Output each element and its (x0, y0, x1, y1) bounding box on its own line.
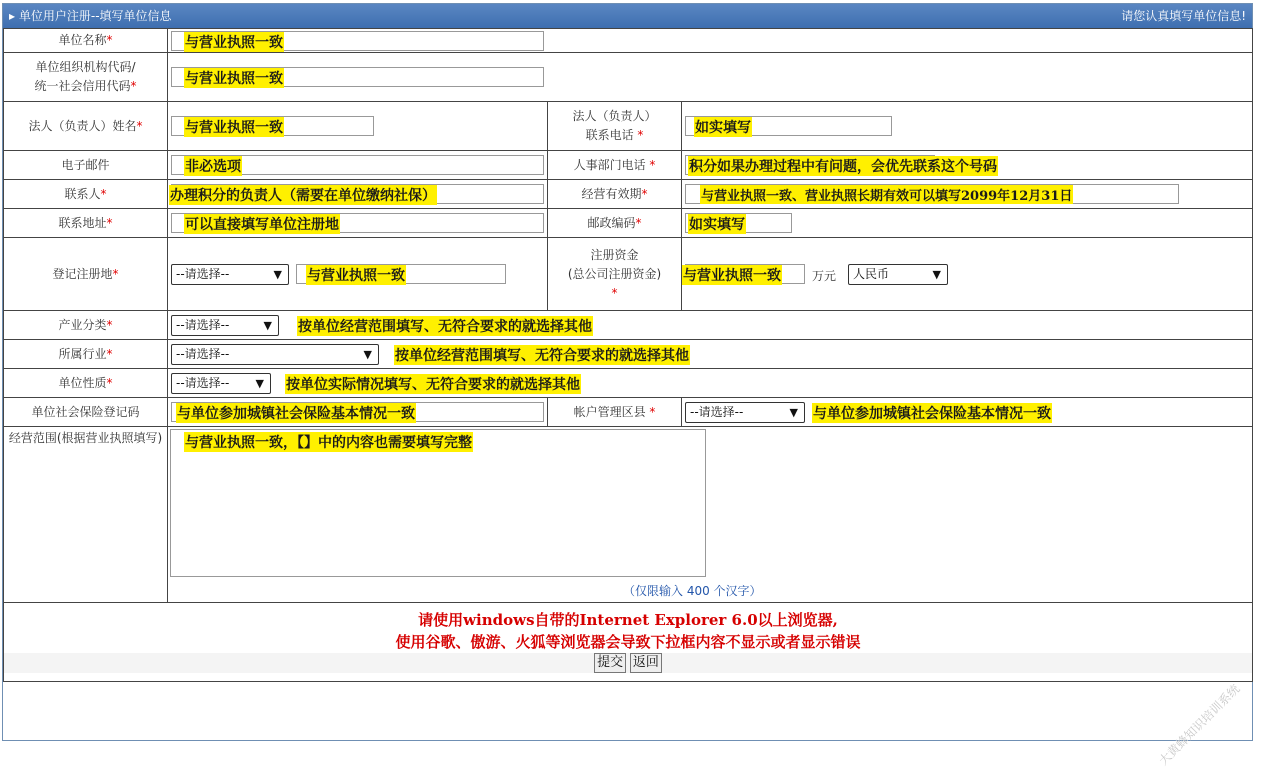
label-org-code: 单位组织机构代码/ 统一社会信用代码* (4, 53, 168, 102)
chevron-down-icon: ▼ (273, 268, 282, 281)
label-social-insurance: 单位社会保险登记码 (4, 398, 168, 427)
row-nature (4, 369, 1253, 398)
label-contact: 联系人* (4, 180, 168, 209)
row-industry (4, 340, 1253, 369)
submit-button[interactable]: 提交 (594, 653, 626, 673)
browser-warning-line1: 请使用windows自带的Internet Explorer 6.0以上浏览器, (418, 611, 838, 629)
row-business-scope (4, 427, 1253, 603)
note-social-insurance: 与单位参加城镇社会保险基本情况一致 (176, 403, 416, 423)
panel-title: 单位用户注册--填写单位信息 (18, 9, 172, 23)
chevron-down-icon: ▼ (363, 348, 372, 361)
watermark: 大黄蜂知识培训系统 (1156, 681, 1243, 768)
label-email: 电子邮件 (4, 151, 168, 180)
unit-info-form (3, 28, 1253, 682)
label-zip: 邮政编码* (548, 209, 682, 238)
industry-select[interactable]: --请选择-- ▼ (171, 344, 379, 365)
chevron-down-icon: ▼ (255, 377, 264, 390)
label-valid-period: 经营有效期* (548, 180, 682, 209)
capital-unit: 万元 (812, 269, 837, 283)
note-unit-name: 与营业执照一致 (184, 32, 284, 52)
note-legal-name: 与营业执照一致 (184, 117, 284, 137)
label-reg-place: 登记注册地* (4, 238, 168, 311)
label-capital: 注册资金 (总公司注册资金) * (548, 238, 682, 311)
action-bar (4, 653, 1252, 673)
note-valid-period: 与营业执照一致、营业执照长期有效可以填写2099年12月31日 (700, 185, 1073, 204)
row-industry-category (4, 311, 1253, 340)
note-district: 与单位参加城镇社会保险基本情况一致 (812, 403, 1052, 423)
note-nature: 按单位实际情况填写、无符合要求的就选择其他 (285, 374, 581, 394)
label-nature: 单位性质* (4, 369, 168, 398)
browser-warning-line2: 使用谷歌、傲游、火狐等浏览器会导致下拉框内容不显示或者显示错误 (395, 633, 861, 651)
note-capital: 与营业执照一致 (682, 265, 782, 285)
row-address (4, 209, 1253, 238)
note-email: 非必选项 (184, 156, 242, 176)
note-address: 可以直接填写单位注册地 (184, 214, 340, 234)
note-contact: 办理积分的负责人（需要在单位缴纳社保） (169, 185, 437, 205)
reg-place-select[interactable]: --请选择-- ▼ (171, 264, 289, 285)
label-legal-phone: 法人（负责人） 联系电话 * (548, 102, 682, 151)
registration-panel (2, 3, 1253, 741)
note-industry: 按单位经营范围填写、无符合要求的就选择其他 (394, 345, 690, 365)
label-address: 联系地址* (4, 209, 168, 238)
note-business-scope: 与营业执照一致，【】中的内容也需要填写完整 (184, 432, 473, 452)
row-email (4, 151, 1253, 180)
note-org-code: 与营业执照一致 (184, 68, 284, 88)
row-reg-place (4, 238, 1253, 311)
district-select[interactable]: --请选择-- ▼ (685, 402, 805, 423)
panel-hint: 请您认真填写单位信息! (1121, 9, 1246, 23)
triangle-icon: ▸ (9, 9, 16, 23)
note-legal-phone: 如实填写 (694, 117, 752, 137)
note-reg-place: 与营业执照一致 (306, 265, 406, 285)
row-legal (4, 102, 1253, 151)
label-industry: 所属行业* (4, 340, 168, 369)
note-hr-phone: 积分如果办理过程中有问题，会优先联系这个号码 (688, 156, 998, 176)
note-zip: 如实填写 (688, 214, 746, 234)
back-button[interactable]: 返回 (630, 653, 662, 673)
chevron-down-icon: ▼ (263, 319, 272, 332)
label-unit-name: 单位名称* (4, 29, 168, 53)
label-district: 帐户管理区县 * (548, 398, 682, 427)
label-legal-name: 法人（负责人）姓名* (4, 102, 168, 151)
nature-select[interactable]: --请选择-- ▼ (171, 373, 271, 394)
label-hr-phone: 人事部门电话 * (548, 151, 682, 180)
row-contact (4, 180, 1253, 209)
panel-header (3, 4, 1252, 28)
chevron-down-icon: ▼ (789, 406, 798, 419)
row-footer (4, 603, 1253, 682)
scope-limit-hint: （仅限输入 400 个汉字） (623, 584, 762, 598)
chevron-down-icon: ▼ (932, 268, 941, 281)
label-business-scope: 经营范围(根据营业执照填写) (4, 427, 168, 603)
row-unit-name (4, 29, 1253, 53)
label-industry-category: 产业分类* (4, 311, 168, 340)
note-industry-category: 按单位经营范围填写、无符合要求的就选择其他 (297, 316, 593, 336)
row-org-code (4, 53, 1253, 102)
row-social-insurance (4, 398, 1253, 427)
currency-select[interactable]: 人民币 ▼ (848, 264, 948, 285)
industry-category-select[interactable]: --请选择-- ▼ (171, 315, 279, 336)
